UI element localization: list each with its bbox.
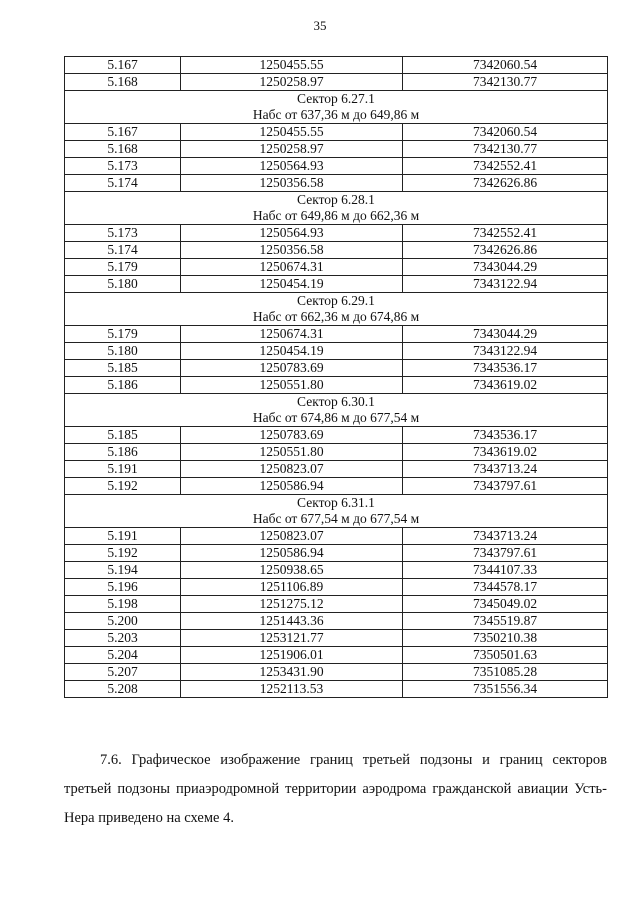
- table-row: [65, 57, 608, 74]
- point-number-cell: 5.203: [65, 630, 181, 647]
- point-number-cell: 5.179: [65, 326, 181, 343]
- sector-header-row: [65, 192, 608, 209]
- y-coordinate-cell: 7342130.77: [403, 141, 608, 158]
- table-row: [65, 225, 608, 242]
- x-coordinate-cell: 1251106.89: [181, 579, 403, 596]
- x-coordinate-cell: 1250783.69: [181, 360, 403, 377]
- point-number-cell: 5.198: [65, 596, 181, 613]
- point-number-cell: 5.194: [65, 562, 181, 579]
- y-coordinate-cell: 7342060.54: [403, 57, 608, 74]
- x-coordinate-cell: 1250564.93: [181, 158, 403, 175]
- table-row: [65, 461, 608, 478]
- x-coordinate-cell: 1250356.58: [181, 242, 403, 259]
- y-coordinate-cell: 7345049.02: [403, 596, 608, 613]
- point-number-cell: 5.191: [65, 461, 181, 478]
- sector-height-range: Набс от 649,86 м до 662,36 м: [65, 208, 608, 225]
- x-coordinate-cell: 1253121.77: [181, 630, 403, 647]
- y-coordinate-cell: 7351085.28: [403, 664, 608, 681]
- x-coordinate-cell: 1250586.94: [181, 545, 403, 562]
- table-row: [65, 562, 608, 579]
- point-number-cell: 5.191: [65, 528, 181, 545]
- point-number-cell: 5.173: [65, 158, 181, 175]
- x-coordinate-cell: 1250564.93: [181, 225, 403, 242]
- sector-height-range: Набс от 677,54 м до 677,54 м: [65, 511, 608, 528]
- table-row: [65, 664, 608, 681]
- point-number-cell: 5.167: [65, 124, 181, 141]
- x-coordinate-cell: 1251906.01: [181, 647, 403, 664]
- page-number: 35: [313, 18, 327, 33]
- x-coordinate-cell: 1253431.90: [181, 664, 403, 681]
- y-coordinate-cell: 7343619.02: [403, 444, 608, 461]
- coordinates-table: [64, 56, 608, 698]
- sector-header-row: [65, 91, 608, 108]
- point-number-cell: 5.168: [65, 141, 181, 158]
- table-row: [65, 681, 608, 698]
- x-coordinate-cell: 1250586.94: [181, 478, 403, 495]
- y-coordinate-cell: 7343122.94: [403, 343, 608, 360]
- y-coordinate-cell: 7342626.86: [403, 242, 608, 259]
- table-row: [65, 478, 608, 495]
- table-row: [65, 175, 608, 192]
- point-number-cell: 5.174: [65, 175, 181, 192]
- point-number-cell: 5.185: [65, 360, 181, 377]
- point-number-cell: 5.196: [65, 579, 181, 596]
- point-number-cell: 5.185: [65, 427, 181, 444]
- y-coordinate-cell: 7342626.86: [403, 175, 608, 192]
- y-coordinate-cell: 7343536.17: [403, 360, 608, 377]
- table-row: [65, 343, 608, 360]
- sector-height-row: [65, 309, 608, 326]
- y-coordinate-cell: 7344107.33: [403, 562, 608, 579]
- sector-height-range: Набс от 637,36 м до 649,86 м: [65, 107, 608, 124]
- table-row: [65, 630, 608, 647]
- table-row: [65, 579, 608, 596]
- sector-header-row: [65, 394, 608, 411]
- x-coordinate-cell: 1250551.80: [181, 444, 403, 461]
- point-number-cell: 5.200: [65, 613, 181, 630]
- x-coordinate-cell: 1252113.53: [181, 681, 403, 698]
- y-coordinate-cell: 7343122.94: [403, 276, 608, 293]
- table-row: [65, 326, 608, 343]
- table-row: [65, 528, 608, 545]
- table-row: [65, 276, 608, 293]
- x-coordinate-cell: 1250823.07: [181, 461, 403, 478]
- point-number-cell: 5.180: [65, 343, 181, 360]
- table-row: [65, 647, 608, 664]
- sector-height-row: [65, 511, 608, 528]
- x-coordinate-cell: 1250258.97: [181, 74, 403, 91]
- x-coordinate-cell: 1251275.12: [181, 596, 403, 613]
- point-number-cell: 5.173: [65, 225, 181, 242]
- x-coordinate-cell: 1250551.80: [181, 377, 403, 394]
- table-row: [65, 377, 608, 394]
- y-coordinate-cell: 7345519.87: [403, 613, 608, 630]
- y-coordinate-cell: 7343797.61: [403, 478, 608, 495]
- sector-height-row: [65, 410, 608, 427]
- y-coordinate-cell: 7343797.61: [403, 545, 608, 562]
- x-coordinate-cell: 1250823.07: [181, 528, 403, 545]
- y-coordinate-cell: 7343044.29: [403, 326, 608, 343]
- table-row: [65, 141, 608, 158]
- point-number-cell: 5.179: [65, 259, 181, 276]
- sector-height-range: Набс от 674,86 м до 677,54 м: [65, 410, 608, 427]
- table-row: [65, 259, 608, 276]
- x-coordinate-cell: 1250783.69: [181, 427, 403, 444]
- sector-title: Сектор 6.31.1: [65, 495, 608, 512]
- sector-title: Сектор 6.27.1: [65, 91, 608, 108]
- point-number-cell: 5.192: [65, 478, 181, 495]
- y-coordinate-cell: 7342552.41: [403, 225, 608, 242]
- table-row: [65, 444, 608, 461]
- table-row: [65, 545, 608, 562]
- y-coordinate-cell: 7350210.38: [403, 630, 608, 647]
- table-row: [65, 613, 608, 630]
- point-number-cell: 5.207: [65, 664, 181, 681]
- sector-title: Сектор 6.30.1: [65, 394, 608, 411]
- x-coordinate-cell: 1250454.19: [181, 343, 403, 360]
- table-row: [65, 158, 608, 175]
- y-coordinate-cell: 7342060.54: [403, 124, 608, 141]
- point-number-cell: 5.167: [65, 57, 181, 74]
- table-row: [65, 427, 608, 444]
- y-coordinate-cell: 7343619.02: [403, 377, 608, 394]
- sector-header-row: [65, 293, 608, 310]
- sector-height-row: [65, 107, 608, 124]
- x-coordinate-cell: 1250674.31: [181, 326, 403, 343]
- table-row: [65, 360, 608, 377]
- point-number-cell: 5.186: [65, 377, 181, 394]
- point-number-cell: 5.186: [65, 444, 181, 461]
- table-row: [65, 74, 608, 91]
- y-coordinate-cell: 7343713.24: [403, 528, 608, 545]
- point-number-cell: 5.192: [65, 545, 181, 562]
- sector-header-row: [65, 495, 608, 512]
- body-paragraph: 7.6. Графическое изображение границ третьей подзоны и границ секторов третьей подзоны приаэродромной территории аэродрома гражданской авиации Усть-Нера приведено на схеме 4.: [64, 752, 607, 826]
- x-coordinate-cell: 1250674.31: [181, 259, 403, 276]
- x-coordinate-cell: 1250356.58: [181, 175, 403, 192]
- y-coordinate-cell: 7342130.77: [403, 74, 608, 91]
- y-coordinate-cell: 7344578.17: [403, 579, 608, 596]
- x-coordinate-cell: 1250454.19: [181, 276, 403, 293]
- y-coordinate-cell: 7342552.41: [403, 158, 608, 175]
- y-coordinate-cell: 7343536.17: [403, 427, 608, 444]
- y-coordinate-cell: 7350501.63: [403, 647, 608, 664]
- point-number-cell: 5.208: [65, 681, 181, 698]
- point-number-cell: 5.180: [65, 276, 181, 293]
- sector-title: Сектор 6.29.1: [65, 293, 608, 310]
- x-coordinate-cell: 1251443.36: [181, 613, 403, 630]
- sector-height-range: Набс от 662,36 м до 674,86 м: [65, 309, 608, 326]
- table-row: [65, 242, 608, 259]
- y-coordinate-cell: 7343044.29: [403, 259, 608, 276]
- table-row: [65, 596, 608, 613]
- x-coordinate-cell: 1250455.55: [181, 124, 403, 141]
- sector-height-row: [65, 208, 608, 225]
- point-number-cell: 5.168: [65, 74, 181, 91]
- y-coordinate-cell: 7343713.24: [403, 461, 608, 478]
- x-coordinate-cell: 1250455.55: [181, 57, 403, 74]
- point-number-cell: 5.174: [65, 242, 181, 259]
- point-number-cell: 5.204: [65, 647, 181, 664]
- coordinates-table-body: [65, 57, 608, 698]
- x-coordinate-cell: 1250258.97: [181, 141, 403, 158]
- sector-title: Сектор 6.28.1: [65, 192, 608, 209]
- x-coordinate-cell: 1250938.65: [181, 562, 403, 579]
- table-row: [65, 124, 608, 141]
- y-coordinate-cell: 7351556.34: [403, 681, 608, 698]
